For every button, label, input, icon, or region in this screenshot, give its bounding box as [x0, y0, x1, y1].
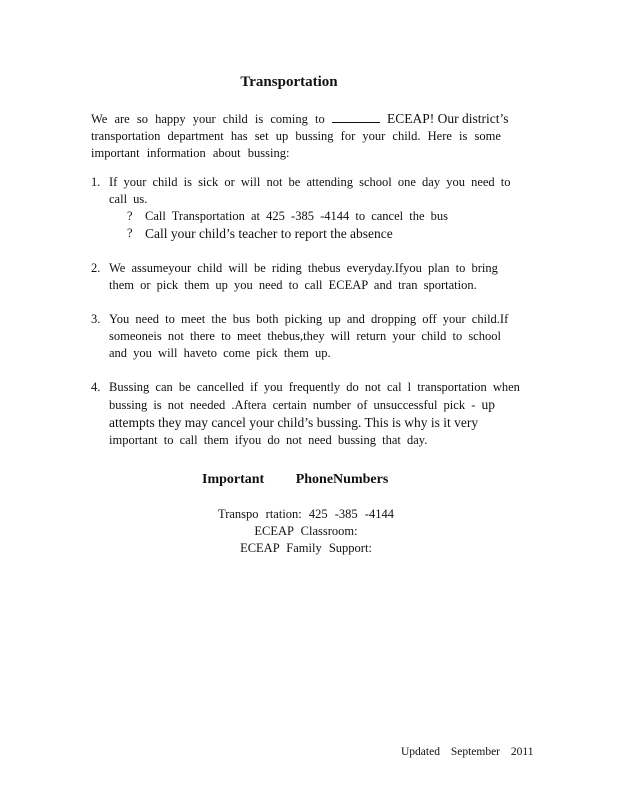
list-item-text-large: up attempts they may cancel your child’s bussing. This is why is it very	[109, 397, 495, 430]
list-number: 4.	[91, 380, 101, 394]
intro-text-rest: transportation department has set up bussing for your child. Here is some important information about bussing:	[91, 129, 501, 160]
list-item-text: Bussing can be cancelled if you frequently do not cal l transportation when bussing is not needed .Aftera certain number of unsuccessful pick -	[109, 380, 520, 412]
fill-in-blank	[332, 112, 380, 123]
document-title: Transportation	[240, 74, 338, 90]
sub-item-text: Call your child’s teacher to report the absence	[145, 226, 393, 241]
list-number: 2.	[91, 261, 101, 275]
phone-line-family-support: ECEAP Family Support:	[240, 541, 372, 555]
question-mark-bullet-icon: ?	[127, 226, 133, 240]
sub-list-item	[127, 225, 521, 243]
list-item	[91, 174, 521, 243]
list-item-text: We assumeyour child will be riding thebus everyday.Ifyou plan to bring them or pick them up you need to call ECEAP and tran sportation.	[109, 261, 498, 292]
list-item-text: If your child is sick or will not be attending school one day you need to call us.	[109, 175, 511, 206]
sub-list-item	[127, 208, 521, 225]
phone-line-transportation: Transpo rtation: 425 -385 -4144	[218, 507, 394, 521]
intro-text-eceap: ECEAP! Our district’s	[386, 111, 509, 126]
intro-paragraph	[91, 110, 511, 162]
question-mark-bullet-icon: ?	[127, 209, 133, 223]
sub-list	[109, 208, 521, 243]
list-item	[91, 260, 521, 294]
list-item-text: You need to meet the bus both picking up and dropping off your child.If someoneis not there to meet thebus,they will return your child to school and you will haveto come pick them up.	[109, 312, 509, 360]
list-number: 1.	[91, 175, 101, 189]
phone-numbers-heading: Important PhoneNumbers	[202, 472, 389, 487]
list-item-text-end: important to call them ifyou do not need bussing that day.	[109, 433, 428, 447]
list-item	[91, 311, 521, 362]
phone-numbers-list	[0, 506, 612, 557]
list-item	[91, 379, 521, 449]
updated-date: Updated September 2011	[401, 746, 534, 758]
info-list	[91, 174, 521, 466]
sub-item-text: Call Transportation at 425 -385 -4144 to cancel the bus	[145, 209, 449, 223]
list-number: 3.	[91, 312, 101, 326]
phone-line-classroom: ECEAP Classroom:	[254, 524, 358, 538]
intro-text-start: We are so happy your child is coming to	[91, 112, 325, 126]
